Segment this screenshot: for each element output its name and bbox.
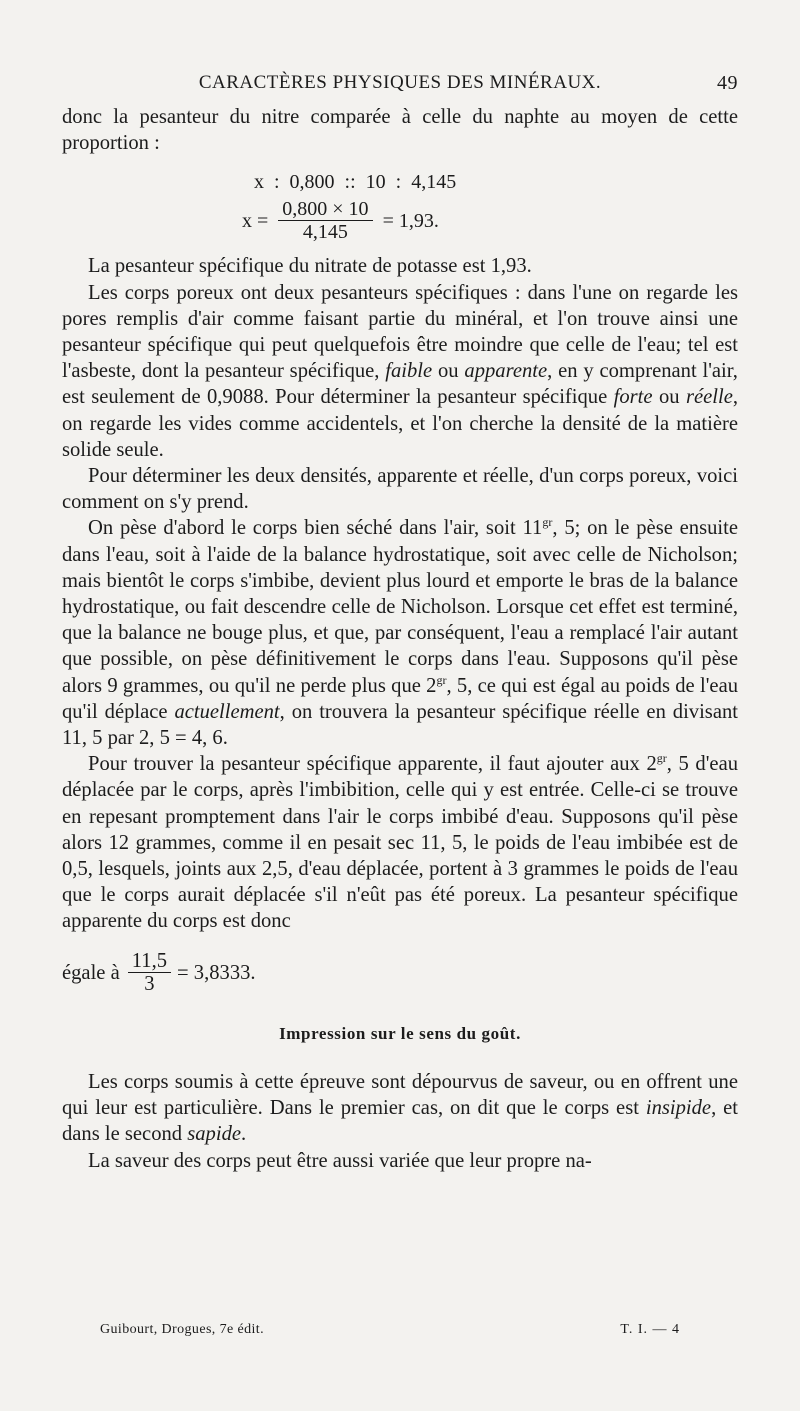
fraction-numerator: 11,5 (128, 950, 171, 973)
equation-fraction (278, 198, 372, 243)
page-body (62, 104, 738, 1174)
fraction-denominator: 3 (144, 973, 155, 996)
text-run: , 5; on le pèse ensuite dans l'eau, soit à l'aide de la balance hydrostatique, soit avec celle de Nicholson; mais bientôt le corps s'imbibe, devient plus lourd et emporte le bras de la balance hydrostatique, ou fait descendre celle de Nicholson. Lorsque cet effet est terminé, que la balance ne bouge plus, et que, par conséquent, l'eau a remplacé l'air autant que possible, on pèse définitivement le corps dans l'eau. Supposons qu'il pèse alors 9 grammes, ou qu'il ne perde plus que 2 (62, 517, 738, 697)
apparent-density-equation (62, 943, 738, 1003)
footer-volume: T. I. — 4 (620, 1322, 680, 1337)
text-run: Pour trouver la pesanteur spécifique apparente, il faut ajouter aux 2 (88, 753, 657, 776)
equation-prefix: égale à (62, 961, 120, 984)
equation-result: = 1,93. (382, 209, 439, 232)
text-run: ou (437, 360, 459, 383)
text-run: , 5 d'eau déplacée par le corps, après l'imbibition, celle qui y est entrée. Celle-ci se trouve en repesant promptement dans l'air le corps imbibé d'eau. Supposons qu'il pèse alors 12 grammes, comme il en pesait sec 11, 5, le poids de l'eau imbibée est de 0,5, lesquels, joints aux 2,5, d'eau déplacée, portent à 3 grammes le poids de l'eau que le corps aurait déplacée s'il n'eût pas été poreux. La pesanteur spécifique apparente du corps est donc (62, 753, 739, 933)
paragraph: La saveur des corps peut être aussi variée que leur propre na- (88, 1149, 592, 1172)
text-run: Les corps poreux ont deux pesanteurs spécifiques : dans l'une on regarde les pores remplis d'air comme faisant partie du minéral, et l'on trouve ainsi une pesanteur spécifique qui peut quelquefois être moindre que celle de l'eau; tel est l'asbeste, dont la pesanteur spécifique, (62, 281, 738, 383)
text-run: , et dans le second (62, 1097, 738, 1146)
superscript: gr (436, 672, 447, 687)
italic-term: actuellement (174, 700, 280, 723)
superscript: gr (542, 515, 553, 530)
italic-term: réelle (685, 386, 733, 409)
running-title: CARACTÈRES PHYSIQUES DES MINÉRAUX. (198, 72, 602, 93)
paragraph (62, 280, 738, 463)
text-run: , 5, ce qui est égal au poids de l'eau qu'il déplace (62, 674, 739, 723)
proportion-equation: x : 0,800 :: 10 : 4,145 (254, 171, 457, 194)
italic-term: insipide (645, 1097, 712, 1120)
equation-result: = 3,8333. (177, 961, 256, 984)
paragraph (62, 1069, 738, 1148)
text-run: On pèse d'abord le corps bien séché dans l'air, soit 11 (88, 517, 543, 540)
equation-fraction (128, 950, 171, 995)
italic-term: forte (613, 386, 653, 409)
section-heading: Impression sur le sens du goût. (279, 1023, 521, 1043)
paragraph (62, 751, 738, 934)
division-equation (242, 198, 738, 243)
paragraph: donc la pesanteur du nitre comparée à celle du naphte au moyen de cette proportion : (62, 106, 738, 155)
superscript: gr (656, 751, 667, 766)
text-run: , on regarde les vides comme accidentels, et l'on cherche la densité de la matière solide seule. (62, 386, 738, 461)
paragraph: Pour déterminer les deux densités, apparente et réelle, d'un corps poreux, voici comment on s'y prend. (62, 465, 738, 514)
page-number: 49 (717, 72, 738, 94)
paragraph: La pesanteur spécifique du nitrate de potasse est 1,93. (88, 255, 532, 278)
paragraph (62, 515, 738, 751)
fraction-numerator: 0,800 × 10 (278, 198, 372, 221)
italic-term: apparente (464, 360, 548, 383)
italic-term: faible (385, 360, 433, 383)
text-run: . (241, 1123, 247, 1146)
equation-lhs: x = (242, 209, 269, 232)
text-run: , on trouvera la pesanteur spécifique réelle en divisant 11, 5 par 2, 5 = 4, 6. (62, 700, 738, 750)
footer-signature: Guibourt, Drogues, 7e édit. (100, 1322, 264, 1337)
text-run: ou (658, 386, 680, 409)
italic-term: sapide (187, 1123, 242, 1146)
text-run: , en y comprenant l'air, est seulement de 0,9088. Pour déterminer la pesanteur spécifique (62, 360, 738, 409)
fraction-denominator: 4,145 (302, 221, 348, 244)
running-header (62, 72, 738, 102)
text-run: Les corps soumis à cette épreuve sont dépourvus de saveur, ou en offrent une qui leur est particulière. Dans le premier cas, on dit que le corps est (62, 1070, 738, 1120)
